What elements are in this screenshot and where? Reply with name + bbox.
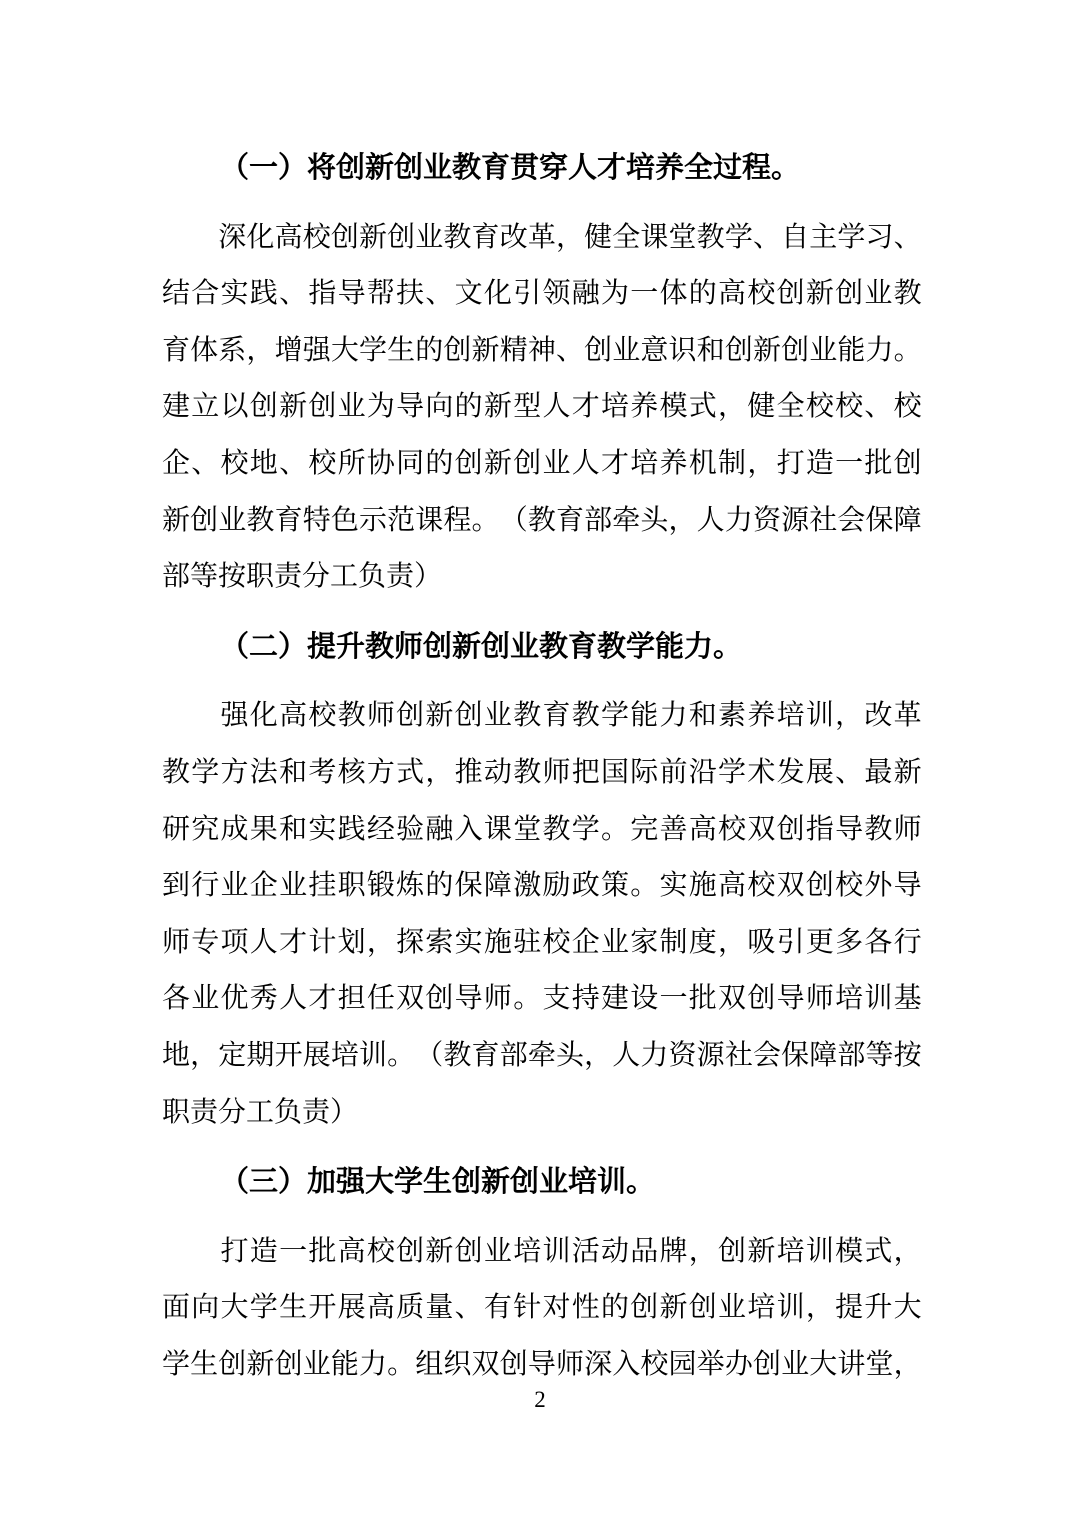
section-heading: （三）加强大学生创新创业培训。: [220, 1166, 656, 1199]
section-heading: （一）将创新创业教育贯穿人才培养全过程。: [220, 152, 801, 184]
paragraph-line: 地 ， 定 期 开 展 培 训 。 （ 教 育 部 牵 头 ， 人 力 资 源 社 会 保 障 部 等 按: [162, 1039, 922, 1071]
paragraph-line: 研 究 成 果 和 实 践 经 验 融 入 课 堂 教 学 。 完 善 高 校 双 创 指 导 教 师: [162, 813, 922, 845]
paragraph-line: 打 造 一 批 高 校 创 新 创 业 培 训 活 动 品 牌 ， 创 新 培 训 模 式 ，: [220, 1235, 922, 1267]
paragraph-line: 结 合 实 践 、 指 导 帮 扶 、 文 化 引 领 融 为 一 体 的 高 校 创 新 创 业 教: [162, 278, 922, 310]
paragraph-line: 强 化 高 校 教 师 创 新 创 业 教 育 教 学 能 力 和 素 养 培 训 ， 改 革: [220, 700, 922, 732]
paragraph-line: 职责分工负责）: [162, 1096, 359, 1128]
paragraph: [162, 688, 922, 1141]
paragraph-line: 企 、 校 地 、 校 所 协 同 的 创 新 创 业 人 才 培 养 机 制 ， 打 造 一 批 创: [162, 447, 922, 479]
page-footer: [0, 1386, 1080, 1414]
paragraph-line: 师 专 项 人 才 计 划 ， 探 索 实 施 驻 校 企 业 家 制 度 ， 吸 引 更 多 各 行: [162, 926, 922, 958]
paragraph-line: 建 立 以 创 新 创 业 为 导 向 的 新 型 人 才 培 养 模 式 ， 健 全 校 校 、 校: [162, 391, 922, 423]
document-content: [162, 127, 922, 1393]
page-number: 2: [534, 1387, 546, 1412]
section-heading: （二）提升教师创新创业教育教学能力。: [220, 630, 743, 663]
paragraph-line: 部等按职责分工负责）: [162, 561, 443, 593]
paragraph-line: 学 生 创 新 创 业 能 力 。 组 织 双 创 导 师 深 入 校 园 举 办 创 业 大 讲 堂 ，: [162, 1348, 922, 1380]
paragraph-line: 到 行 业 企 业 挂 职 锻 炼 的 保 障 激 励 政 策 。 实 施 高 校 双 创 校 外 导: [162, 870, 922, 902]
paragraph-line: 新 创 业 教 育 特 色 示 范 课 程 。 （ 教 育 部 牵 头 ， 人 力 资 源 社 会 保 障: [162, 504, 922, 536]
paragraph: [162, 210, 922, 606]
paragraph-line: 教 学 方 法 和 考 核 方 式 ， 推 动 教 师 把 国 际 前 沿 学 术 发 展 、 最 新: [162, 756, 922, 788]
paragraph-line: 各 业 优 秀 人 才 担 任 双 创 导 师 。 支 持 建 设 一 批 双 创 导 师 培 训 基: [162, 983, 922, 1015]
paragraph-line: 面 向 大 学 生 开 展 高 质 量 、 有 针 对 性 的 创 新 创 业 培 训 ， 提 升 大: [162, 1292, 922, 1324]
paragraph-line: 育 体 系 ， 增 强 大 学 生 的 创 新 精 神 、 创 业 意 识 和 创 新 创 业 能 力 。: [162, 334, 922, 366]
paragraph: [162, 1224, 922, 1394]
paragraph-line: 深 化 高 校 创 新 创 业 教 育 改 革 ， 健 全 课 堂 教 学 、 自 主 学 习 、: [218, 221, 922, 253]
